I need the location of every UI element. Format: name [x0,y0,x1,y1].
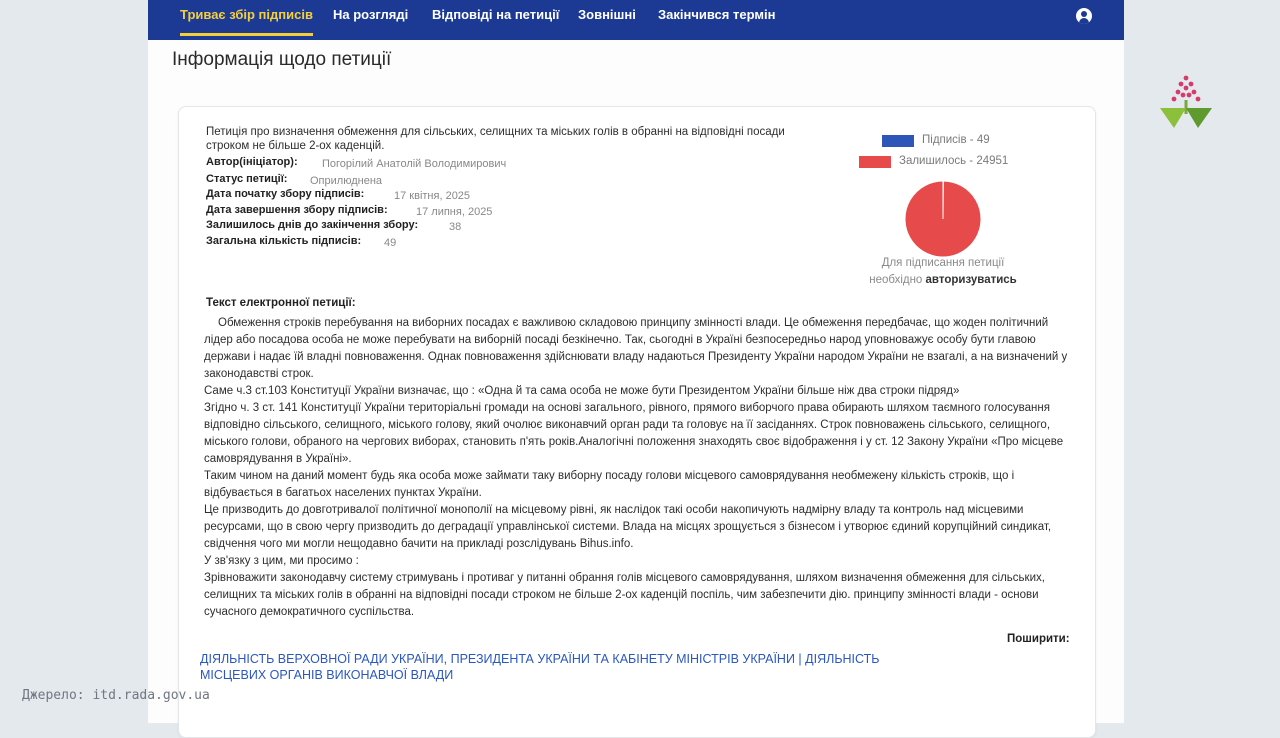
meta-value: Погорілий Анатолій Володимирович [322,158,506,170]
meta-label: Статус петиції: [206,173,287,185]
legend-swatch-signed [882,135,914,147]
meta-label: Загальна кількість підписів: [206,235,361,247]
meta-value: 17 липня, 2025 [416,206,492,218]
tab-collecting-signatures[interactable]: Триває збір підписів [180,0,313,36]
petition-paragraph: Саме ч.3 ст.103 Конституції України визначає, що : «Одна й та сама особа не може бути Президентом України більше ніж два строки підряд» [204,383,1074,400]
source-caption: Джерело: itd.rada.gov.ua [22,688,210,703]
meta-value: 17 квітня, 2025 [394,190,470,202]
auth-note-text: Для підписання петиції необхідно [869,257,1004,286]
tab-expired[interactable]: Закінчився термін [658,0,775,36]
tab-under-review[interactable]: На розгляді [333,0,408,36]
legend-label-remaining: Залишилось - 24951 [899,155,1008,167]
pie-slice-remaining [905,181,981,257]
petition-paragraph: Таким чином на даний момент будь яка особа може займати таку виборну посаду голови місцевого самоврядування необмежену кількість строків, що і відбувається в багатьох населених пунктах України. [204,468,1074,502]
petition-paragraph: У зв'язку з цим, ми просимо : [204,553,1074,570]
petition-page [148,0,1124,723]
meta-value: 49 [384,237,396,249]
meta-label: Дата завершення збору підписів: [206,204,388,216]
page-title: Інформація щодо петиції [172,49,391,71]
authorize-link[interactable]: авторизуватись [926,274,1017,286]
user-icon[interactable] [1076,8,1092,24]
meta-label: Автор(ініціатор): [206,156,298,168]
top-navbar [148,0,1124,40]
petition-paragraph: Зрівноважити законодавчу систему стримувань і противаг у питанні обрання голів місцевого самоврядування, шляхом визначення обмеження для сільських, селищних та міських голів в обранні на відповідні посади строком не більше 2-ох каденцій поспіль, чим забезпечити дію. принципу змінності влади - основи сучасного демократичного суспільства. [204,570,1074,621]
signatures-pie-chart [903,179,983,259]
flower-logo-icon [1158,72,1214,132]
tab-answers[interactable]: Відповіді на петиції [432,0,559,36]
legend-swatch-remaining [859,156,891,168]
petition-text [204,315,1074,621]
meta-label: Залишилось днів до закінчення збору: [206,219,418,231]
auth-note [859,255,1027,289]
petition-summary: Петиція про визначення обмеження для сільських, селищних та міських голів в обранні на відповідні посади строком не більше 2-ох каденцій. [206,125,806,153]
share-label: Поширити: [1007,633,1070,645]
petition-paragraph: Це призводить до довготривалої політичної монополії на місцевому рівні, як наслідок такі особи накопичують надмірну владу та контроль над місцевими ресурсами, що в свою чергу призводить до деградації управлінської системи. Влада на місцях зрощується з бізнесом і утворює єдиний корупційний синдикат, свідчення чого ми могли нещодавно бачити на прикладі розслідувань Bihus.info. [204,502,1074,553]
category-link-local-authorities[interactable]: ДІЯЛЬНІСТЬ МІСЦЕВИХ ОРГАНІВ ВИКОНАВЧОЇ ВЛАДИ [200,652,879,682]
meta-value: 38 [449,221,461,233]
tab-external[interactable]: Зовнішні [578,0,636,36]
category-links [200,651,940,683]
category-separator: | [798,652,801,666]
petition-card [178,106,1096,738]
petition-text-heading: Текст електронної петиції: [206,297,356,309]
meta-label: Дата початку збору підписів: [206,188,364,200]
legend-label-signed: Підписів - 49 [922,134,990,146]
meta-value: Оприлюднена [310,175,382,187]
category-link-rada[interactable]: ДІЯЛЬНІСТЬ ВЕРХОВНОЇ РАДИ УКРАЇНИ, ПРЕЗИДЕНТА УКРАЇНИ ТА КАБІНЕТУ МІНІСТРІВ УКРАЇНИ [200,652,795,666]
petition-paragraph: Обмеження строків перебування на виборних посадах є важливою складовою принципу змінності влади. Це обмеження передбачає, що жоден політичний лідер або посадова особа не може перебувати на виборній посаді безкінечно. Так, сьогодні в Україні безпосередньо народ уповноважує особу бути главою держави і надає їй владні повноваження. Однак повноваження здійснювати владу надаються Президенту України народом України не взагалі, а на визначений у законодавстві строк. [204,315,1074,383]
petition-paragraph: Згідно ч. 3 ст. 141 Конституції України територіальні громади на основі загального, рівного, прямого виборчого права обирають шляхом таємного голосування відповідно сільського, селищного, міського голову, який очолює виконавчий орган ради та головує на її засіданнях. Строк повноважень сільського, селищного, міського голови, обраного на чергових виборах, становить п'ять років.Аналогічні положення знаходять своє відображення і у ст. 12 Закону України «Про місцеве самоврядування в Україні». [204,400,1074,468]
